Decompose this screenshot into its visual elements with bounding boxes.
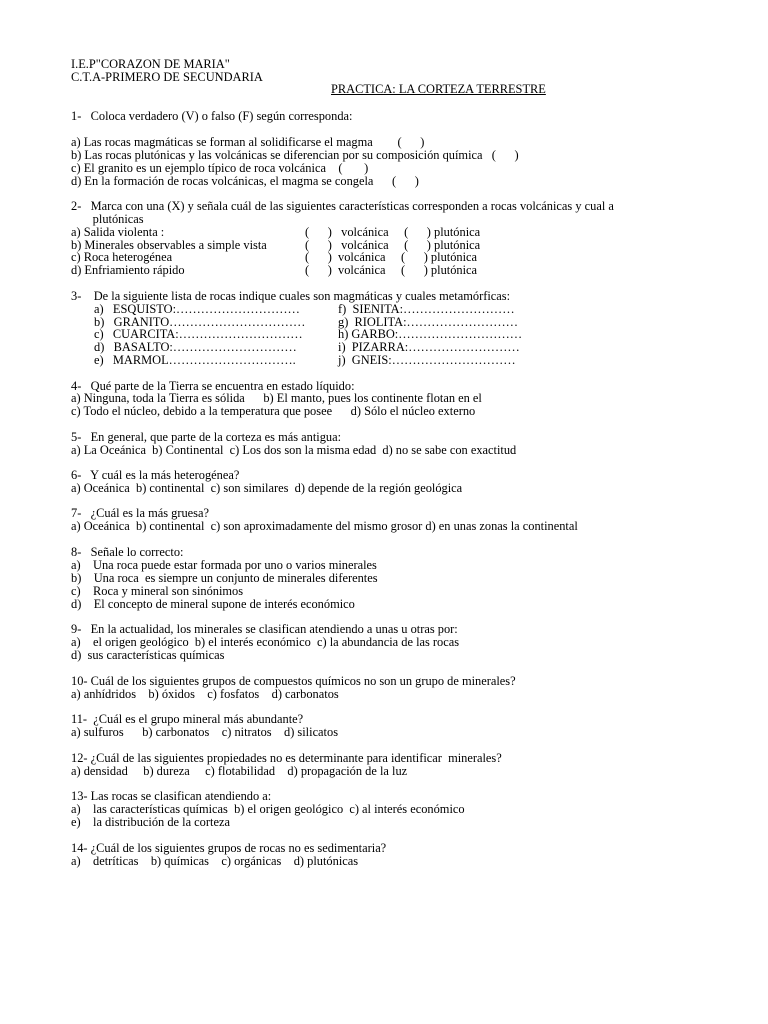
school-name: I.E.P"CORAZON DE MARIA" (71, 57, 230, 71)
q2-row-label: c) Roca heterogénea (71, 250, 173, 264)
q8-item: a) Una roca puede estar formada por uno o varios minerales (71, 558, 377, 572)
q3-rock-left: d) BASALTO:………………………… (94, 340, 297, 354)
q3-rock-right: g) RIOLITA:……………………… (338, 315, 519, 329)
q5-prompt: 5- En general, que parte de la corteza es más antigua: (71, 430, 342, 444)
q3-prompt: 3- De la siguiente lista de rocas indique cuales son magmáticas y cuales metamórficas: (71, 289, 511, 303)
q13-options: e) la distribución de la corteza (71, 815, 230, 829)
q3-rock-left: e) MARMOL…………………………. (94, 353, 296, 367)
q2-row-options: ( ) volcánica ( ) plutónica (305, 263, 478, 277)
q3-rock-left: a) ESQUISTO:………………………… (94, 302, 300, 316)
q6-options: a) Oceánica b) continental c) son similares d) depende de la región geológica (71, 481, 463, 495)
q10-prompt: 10- Cuál de los siguientes grupos de compuestos químicos no son un grupo de minerales? (71, 674, 516, 688)
q2-row-label: b) Minerales observables a simple vista (71, 238, 267, 252)
q11-options: a) sulfuros b) carbonatos c) nitratos d) silicatos (71, 725, 339, 739)
course-name: C.T.A-PRIMERO DE SECUNDARIA (71, 70, 263, 84)
q2-prompt: 2- Marca con una (X) y señala cuál de las siguientes características corresponden a rocas volcánicas y cual a (71, 199, 614, 213)
q12-options: a) densidad b) dureza c) flotabilidad d) propagación de la luz (71, 764, 408, 778)
q8-item: c) Roca y mineral son sinónimos (71, 584, 244, 598)
q1-item: d) En la formación de rocas volcánicas, el magma se congela ( ) (71, 174, 419, 188)
q1-item: a) Las rocas magmáticas se forman al solidificarse el magma ( ) (71, 135, 425, 149)
q7-prompt: 7- ¿Cuál es la más gruesa? (71, 506, 209, 520)
q6-prompt: 6- Y cuál es la más heterogénea? (71, 468, 240, 482)
q1-item: b) Las rocas plutónicas y las volcánicas se diferencian por su composición química ( ) (71, 148, 519, 162)
q4-options: c) Todo el núcleo, debido a la temperatura que posee d) Sólo el núcleo externo (71, 404, 476, 418)
page-title: PRACTICA: LA CORTEZA TERRESTRE (331, 82, 546, 96)
q2-row-label: d) Enfriamiento rápido (71, 263, 185, 277)
q13-prompt: 13- Las rocas se clasifican atendiendo a: (71, 789, 272, 803)
q2-row-options: ( ) volcánica ( ) plutónica (305, 225, 481, 239)
q4-options: a) Ninguna, toda la Tierra es sólida b) El manto, pues los continente flotan en el (71, 391, 482, 405)
q14-prompt: 14- ¿Cuál de los siguientes grupos de rocas no es sedimentaria? (71, 841, 387, 855)
q2-row-options: ( ) volcánica ( ) plutónica (305, 238, 481, 252)
q2-row-options: ( ) volcánica ( ) plutónica (305, 250, 478, 264)
q3-rock-right: h) GARBO:………………………… (338, 327, 523, 341)
q9-options: a) el origen geológico b) el interés económico c) la abundancia de las rocas (71, 635, 460, 649)
q14-options: a) detríticas b) químicas c) orgánicas d) plutónicas (71, 854, 359, 868)
q1-item: c) El granito es un ejemplo típico de roca volcánica ( ) (71, 161, 369, 175)
q7-options: a) Oceánica b) continental c) son aproximadamente del mismo grosor d) en unas zonas la continental (71, 519, 578, 533)
q9-options: d) sus características químicas (71, 648, 225, 662)
q9-prompt: 9- En la actualidad, los minerales se clasifican atendiendo a unas u otras por: (71, 622, 458, 636)
q3-rock-right: f) SIENITA:……………………… (338, 302, 515, 316)
q3-rock-right: i) PIZARRA:……………………… (338, 340, 520, 354)
q2-row-label: a) Salida violenta : (71, 225, 165, 239)
q3-rock-right: j) GNEIS:………………………… (338, 353, 516, 367)
q5-options: a) La Oceánica b) Continental c) Los dos son la misma edad d) no se sabe con exactitud (71, 443, 517, 457)
q4-prompt: 4- Qué parte de la Tierra se encuentra en estado líquido: (71, 379, 355, 393)
q8-item: b) Una roca es siempre un conjunto de minerales diferentes (71, 571, 378, 585)
q8-item: d) El concepto de mineral supone de interés económico (71, 597, 355, 611)
q2-prompt-cont: plutónicas (71, 212, 144, 226)
q8-prompt: 8- Señale lo correcto: (71, 545, 184, 559)
q1-prompt: 1- Coloca verdadero (V) o falso (F) según corresponda: (71, 109, 353, 123)
q13-options: a) las características químicas b) el origen geológico c) al interés económico (71, 802, 465, 816)
q3-rock-left: c) CUARCITA:………………………… (94, 327, 303, 341)
q12-prompt: 12- ¿Cuál de las siguientes propiedades no es determinante para identificar minerales? (71, 751, 502, 765)
q10-options: a) anhídridos b) óxidos c) fosfatos d) carbonatos (71, 687, 339, 701)
q11-prompt: 11- ¿Cuál es el grupo mineral más abundante? (71, 712, 304, 726)
q3-rock-left: b) GRANITO…………………………… (94, 315, 306, 329)
